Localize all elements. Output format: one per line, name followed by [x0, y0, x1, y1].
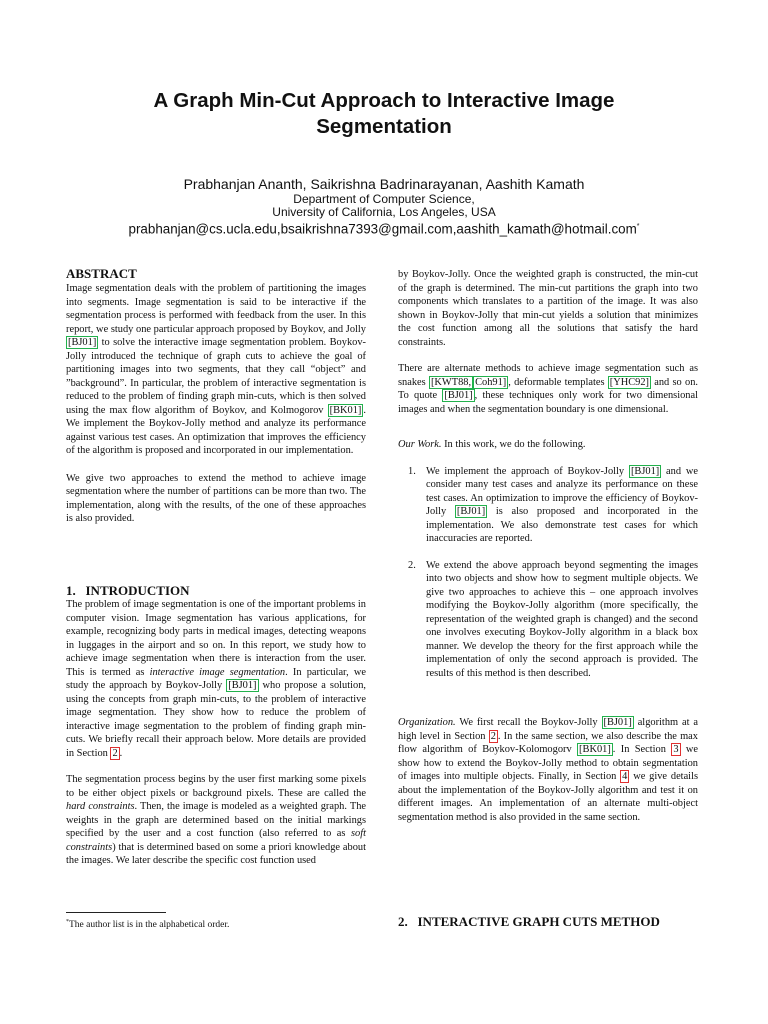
text: . We implement the Boykov-Jolly method and analyze its performance against various test cases. An optimization that improves the efficiency of the algorithm is proposed and incorporated in our implementation. [66, 404, 366, 456]
text: we show how to extend the Boykov-Jolly method to obtain segmentation of images into multiple objects. Finally, in Section [398, 744, 699, 782]
citation-bk01[interactable]: [BK01] [579, 744, 611, 755]
footnote-text: The author list is in the alphabetical order. [69, 920, 230, 931]
right-paragraph-2 [398, 362, 698, 416]
text: ) that is determined based on some a priori knowledge about the images. We later describe the specific cost function used [66, 841, 366, 866]
organization-label: Organization. [398, 717, 456, 728]
affiliation-university: University of California, Los Angeles, USA [272, 205, 496, 219]
section-link-4[interactable]: 4 [622, 771, 628, 782]
citation-bk01[interactable]: [BK01] [329, 404, 362, 416]
text: , deformable templates [508, 376, 608, 388]
intro-paragraph-1 [66, 598, 366, 760]
text: algorithm at a high level in Section [398, 717, 698, 742]
footnote-marker: * [636, 223, 640, 230]
paper-title [60, 88, 708, 140]
our-work-label: Our Work. [398, 439, 442, 450]
citation-bj01[interactable]: [BJ01] [603, 717, 632, 728]
text: and so on. To quote [398, 376, 698, 401]
introduction-heading: 1. INTRODUCTION [66, 583, 190, 598]
title-line-1: A Graph Min-Cut Approach to Interactive Image [153, 89, 615, 112]
emails-text: prabhanjan@cs.ucla.edu,bsaikrishna7393@gmail.com,aashith_kamath@hotmail.com [128, 221, 637, 237]
text: . In particular, we study the approach by Boykov-Jolly [66, 666, 366, 691]
intro-paragraph-2 [66, 773, 366, 868]
footnote-rule [66, 912, 166, 913]
right-column [398, 268, 698, 824]
text: There are alternate methods to achieve image segmentation such as snakes [398, 363, 698, 388]
text: . In the same section, we also describe the max flow algorithm of Boykov-Kolomogorv [398, 730, 698, 755]
abstract-body [66, 282, 366, 526]
introduction-body [66, 598, 366, 868]
text: . In Section [612, 744, 672, 755]
list-number: 2. [408, 559, 416, 571]
author-list: Prabhanjan Ananth, Saikrishna Badrinarayanan, Aashith Kamath [183, 176, 585, 192]
our-work-paragraph [398, 438, 698, 452]
citation-coh91[interactable]: Coh91] [475, 376, 507, 388]
text: The problem of image segmentation is one of the important problems in computer vision. Image segmentation has various applications, for example, recognizing body parts in medical images, detecting weapons in luggages in the airport and so on. In this report, we study how to achieve image segmentation when there is interaction from the user. This is termed as [66, 599, 366, 678]
affiliation-department: Department of Computer Science, [293, 192, 475, 206]
citation-kwt88[interactable]: [KWT88, [430, 376, 472, 388]
citation-yhc92[interactable]: [YHC92] [609, 376, 649, 388]
emphasis: hard constraints [66, 801, 135, 812]
citation-bj01[interactable]: [BJ01] [228, 680, 257, 691]
text: The segmentation process begins by the user first marking some pixels to be either object pixels or background pixels. These are called the [66, 774, 366, 799]
abstract-paragraph-2: We give two approaches to extend the method to achieve image segmentation where the number of partitions can be more than two. The implementation, along with the results, of the one of these approaches is also provided. [66, 472, 366, 524]
text: We first recall the Boykov-Jolly [455, 717, 602, 728]
section-2-heading: 2. INTERACTIVE GRAPH CUTS METHOD [398, 914, 660, 929]
footnote-mark: * [66, 919, 69, 925]
right-paragraph-1: by Boykov-Jolly. Once the weighted graph is constructed, the min-cut of the graph is determined. The min-cut partitions the graph into two components which translates to a partition of the image. It was also shown in Boykov-Jolly that min-cut yields a solution that minimizes the cost function among all the solutions that satisfy the hard constraints. [398, 269, 698, 348]
list-item-text [426, 465, 698, 546]
text: We implement the approach of Boykov-Jolly [426, 465, 629, 477]
list-item [398, 559, 698, 681]
text: is also proposed and incorporated in the implementation. We also demonstrate test cases for which inaccuracies are reported. [426, 506, 698, 544]
citation-bj01[interactable]: [BJ01] [456, 506, 486, 517]
text: who propose a solution, using the concepts from graph min-cuts, to the problem of interactive image segmentation. They show how to reduce the problem of interactive image segmentation to the problem of finding graph min-cuts. We briefly recall their approach below. More details are provided in Section [66, 680, 366, 759]
section-link-3[interactable]: 3 [673, 744, 679, 755]
text: to solve the interactive image segmentation problem. Boykov-Jolly introduced the technique of graph cuts to achieve the goal of partitioning images into two segments, that they call “object” and ”background”. In particular, the problem of interactive segmentation is reduced to the problem of finding graph min-cuts, which is then solved using the max flow algorithm of Boykov, and Kolmogorov [66, 337, 366, 416]
organization-paragraph [398, 716, 698, 824]
text: In this work, we do the following. [441, 439, 586, 450]
list-item [398, 465, 698, 546]
text: Image segmentation deals with the problem of partitioning the images into segments. Image segmentation is said to be interactive if the segmentation process is performed with feedback from the user. In this report, we study one particular approach proposed by Boykov, and Jolly [66, 283, 366, 335]
text: . Then, the image is modeled as a weighted graph. The weights in the graph are determined based on the initial markings specified by the user and a cost function (also referred to as [66, 801, 367, 839]
footnote [66, 916, 229, 931]
emphasis: interactive image segmentation [149, 666, 286, 678]
citation-bj01[interactable]: [BJ01] [630, 465, 660, 477]
list-number: 1. [408, 465, 416, 477]
abstract-heading: ABSTRACT [66, 266, 137, 281]
citation-bj01[interactable]: [BJ01] [444, 390, 473, 401]
citation-bj01[interactable]: [BJ01] [68, 337, 97, 348]
title-line-2: Segmentation [316, 115, 452, 138]
emphasis: soft constraints [66, 828, 366, 853]
text: we give details about the implementation of the Boykov-Jolly algorithm and test it on different images. An implementation of an alternate multi-object segmentation method is also provided in the same section. [398, 771, 698, 823]
contribution-list [398, 465, 698, 681]
section-link-2[interactable]: 2 [490, 730, 496, 742]
text: , these techniques only work for two dimensional images and when the segmentation boundary is one dimensional. [398, 390, 698, 415]
author-emails [20, 218, 748, 237]
section-link-2[interactable]: 2 [112, 747, 118, 759]
list-item-text: We extend the above approach beyond segmenting the images into two objects and show how to segment multiple objects. We give two approaches to achieve this – one approach involves modifying the Boykov-Jolly algorithm (more specifically, the representation of the weighted graph is changed) and the second one involves executing Boykov-Jolly algorithm in a black box manner. We develop the theory for the first approach while the implementation of only the second approach is provided. The results of this method is then described. [426, 559, 698, 679]
abstract-paragraph-1 [66, 282, 366, 458]
text: and we consider many test cases and analyze its performance on these test cases. An optimization to improve the efficiency of Boykov-Jolly [426, 465, 698, 517]
text: . [119, 747, 123, 759]
